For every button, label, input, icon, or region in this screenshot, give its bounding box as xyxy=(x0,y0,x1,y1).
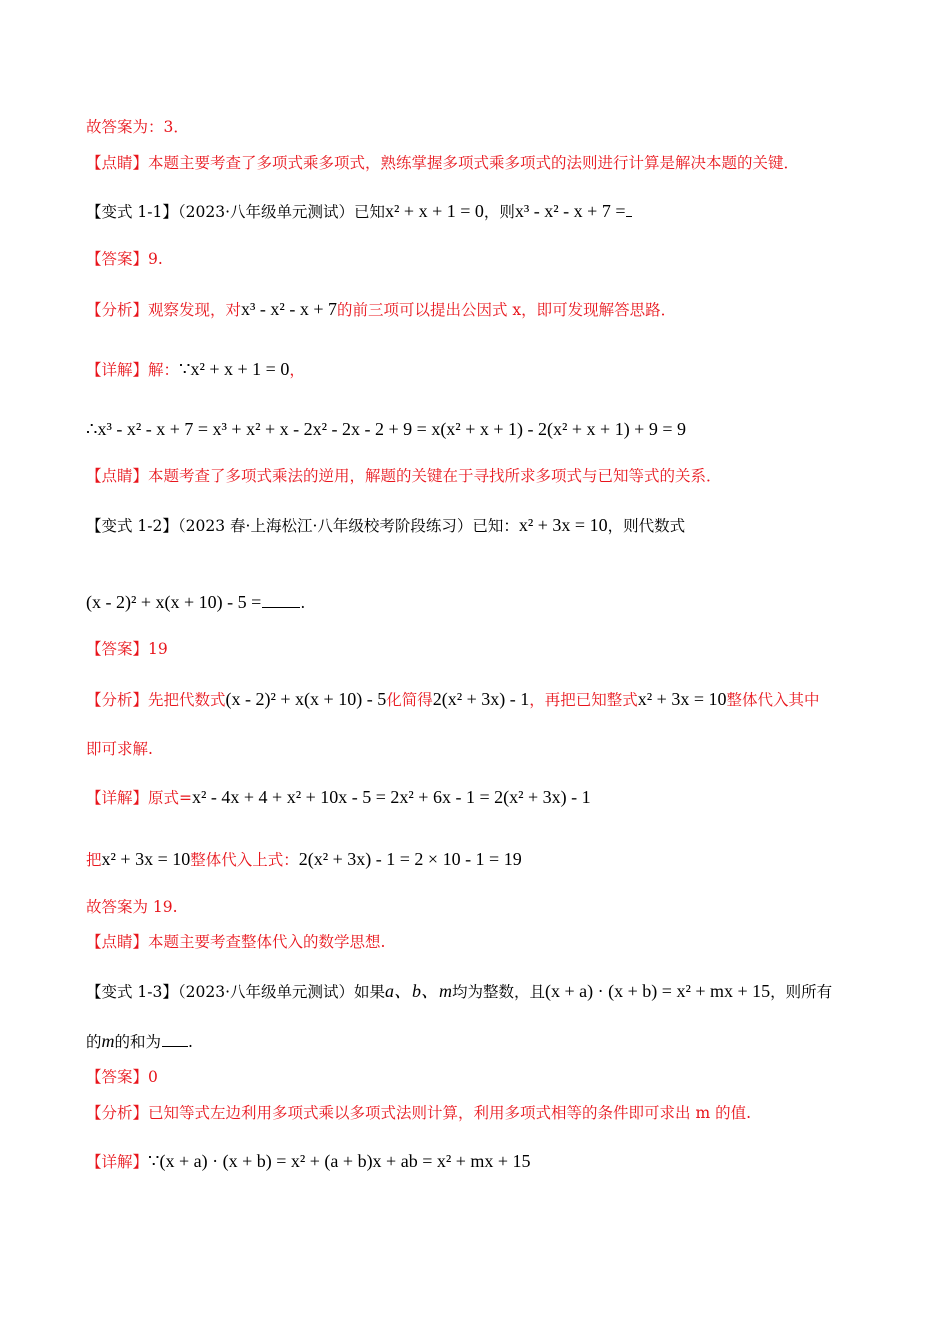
math-expression: x³ - x² - x + 7 = xyxy=(514,201,626,221)
line-answer-9 xyxy=(86,248,163,270)
line-question-expression xyxy=(86,591,305,614)
tag-variant: 【变式 1-3】 xyxy=(86,983,178,1001)
math-expression: 2(x² + 3x) - 1 = 2 × 10 - 1 = 19 xyxy=(298,849,522,869)
text-segment: . xyxy=(300,594,306,612)
line-analysis-2-cont: 即可求解. xyxy=(86,740,153,758)
line-detail-2 xyxy=(86,786,591,809)
answer-blank xyxy=(626,202,632,217)
line-variant-1-2 xyxy=(86,514,685,537)
text-segment: 的前三项可以提出公因式 x，即可发现解答思路． xyxy=(336,301,677,319)
analysis-text: 已知等式左边利用多项式乘以多项式法则计算，利用多项式相等的条件即可求出 m 的值. xyxy=(148,1104,751,1122)
text-segment: ， xyxy=(289,361,305,379)
text-segment: 观察发现，对 xyxy=(148,301,242,319)
tag-variant: 【变式 1-2】 xyxy=(86,517,178,535)
text-segment: 原式= xyxy=(148,789,193,807)
answer-blank xyxy=(262,593,300,608)
source-text: （2023·八年级单元测试）已知 xyxy=(177,203,386,221)
tag-analysis: 【分析】 xyxy=(86,301,149,319)
text-segment: ，则所有 xyxy=(770,983,833,1001)
math-expression: x² - 4x + 4 + x² + 10x - 5 = 2x² + 6x - 1 = 2(x² + 3x) - 1 xyxy=(192,787,591,807)
line-derivation-1 xyxy=(86,418,686,441)
line-analysis-2 xyxy=(86,688,819,711)
line-analysis-3 xyxy=(86,1102,751,1124)
line-answer-0 xyxy=(86,1066,158,1088)
math-expression: x² + x + 1 = 0 xyxy=(385,201,484,221)
text-segment: . xyxy=(188,1033,193,1051)
math-expression: x² + 3x = 10 xyxy=(518,515,608,535)
tag-dianjing: 【点睛】 xyxy=(86,154,149,172)
tag-detail: 【详解】 xyxy=(86,789,149,807)
text-segment: 解： xyxy=(148,361,180,379)
text-segment: 把 xyxy=(86,851,102,869)
tag-analysis: 【分析】 xyxy=(86,691,149,709)
tag-variant: 【变式 1-1】 xyxy=(86,203,178,221)
line-variant-1-3 xyxy=(86,980,832,1003)
line-dianjing-2 xyxy=(86,465,722,487)
tag-detail: 【详解】 xyxy=(86,1153,149,1171)
tag-analysis: 【分析】 xyxy=(86,1104,149,1122)
text-segment: 先把代数式 xyxy=(148,691,226,709)
line-dianjing-1 xyxy=(86,152,799,174)
answer-text: 9. xyxy=(148,250,163,268)
text-segment: 的 xyxy=(86,1033,102,1051)
tag-answer: 【答案】 xyxy=(86,640,149,658)
math-expression: (x - 2)² + x(x + 10) - 5 xyxy=(225,689,387,709)
line-substitute xyxy=(86,848,522,871)
dianjing-text: 本题主要考查整体代入的数学思想. xyxy=(148,933,386,951)
answer-text: 19 xyxy=(148,640,168,658)
source-text: （2023·八年级单元测试）如果 xyxy=(177,983,386,1001)
line-variant-1-1 xyxy=(86,200,632,223)
math-variables: a、b、m xyxy=(385,981,453,1001)
text-segment: 的和为 xyxy=(114,1033,162,1051)
dianjing-text: 本题考查了多项式乘法的逆用，解题的关键在于寻找所求多项式与已知等式的关系． xyxy=(148,467,722,485)
tag-answer: 【答案】 xyxy=(86,1068,149,1086)
line-detail-1 xyxy=(86,358,305,381)
math-expression: ∵x² + x + 1 = 0 xyxy=(179,359,290,379)
answer-blank xyxy=(162,1032,188,1047)
tag-dianjing: 【点睛】 xyxy=(86,467,149,485)
math-expression: ∴x³ - x² - x + 7 = x³ + x² + x - 2x² - 2x - 2 + 9 = x(x² + x + 1) - 2(x² + x + 1) + 9 = 9 xyxy=(86,419,686,439)
text-segment: 整体代入上式： xyxy=(190,851,299,869)
tag-answer: 【答案】 xyxy=(86,250,149,268)
tag-detail: 【详解】 xyxy=(86,361,149,379)
math-expression: x² + 3x = 10 xyxy=(101,849,191,869)
line-analysis-1 xyxy=(86,298,676,321)
text-segment: ，再把已知整式 xyxy=(529,691,638,709)
line-detail-3 xyxy=(86,1150,531,1173)
text-segment: 均为整数，且 xyxy=(452,983,546,1001)
line-answer-19 xyxy=(86,638,168,660)
answer-text: 0 xyxy=(148,1068,158,1086)
line-dianjing-3 xyxy=(86,931,385,953)
line-question-sum xyxy=(86,1030,193,1053)
dianjing-text: 本题主要考查了多项式乘多项式，熟练掌握多项式乘多项式的法则进行计算是解决本题的关键． xyxy=(148,154,800,172)
tag-dianjing: 【点睛】 xyxy=(86,933,149,951)
math-variable: m xyxy=(101,1031,115,1051)
math-expression: x³ - x² - x + 7 xyxy=(241,299,337,319)
math-expression: x² + 3x = 10 xyxy=(637,689,727,709)
line-answer-3: 故答案为：3． xyxy=(86,118,189,136)
line-answer-final: 故答案为 19. xyxy=(86,898,178,916)
text-segment: 化简得 xyxy=(386,691,433,709)
text-segment: ，则 xyxy=(483,203,515,221)
source-text: （2023 春·上海松江·八年级校考阶段练习）已知： xyxy=(177,517,519,535)
math-expression: (x - 2)² + x(x + 10) - 5 = xyxy=(86,592,262,612)
text-segment: ，则代数式 xyxy=(607,517,686,535)
math-expression: (x + a) · (x + b) = x² + mx + 15 xyxy=(545,981,771,1001)
math-expression: 2(x² + 3x) - 1 xyxy=(432,689,530,709)
text-segment: 整体代入其中 xyxy=(726,691,820,709)
math-expression: ∵(x + a) · (x + b) = x² + (a + b)x + ab = x² + mx + 15 xyxy=(148,1151,531,1171)
